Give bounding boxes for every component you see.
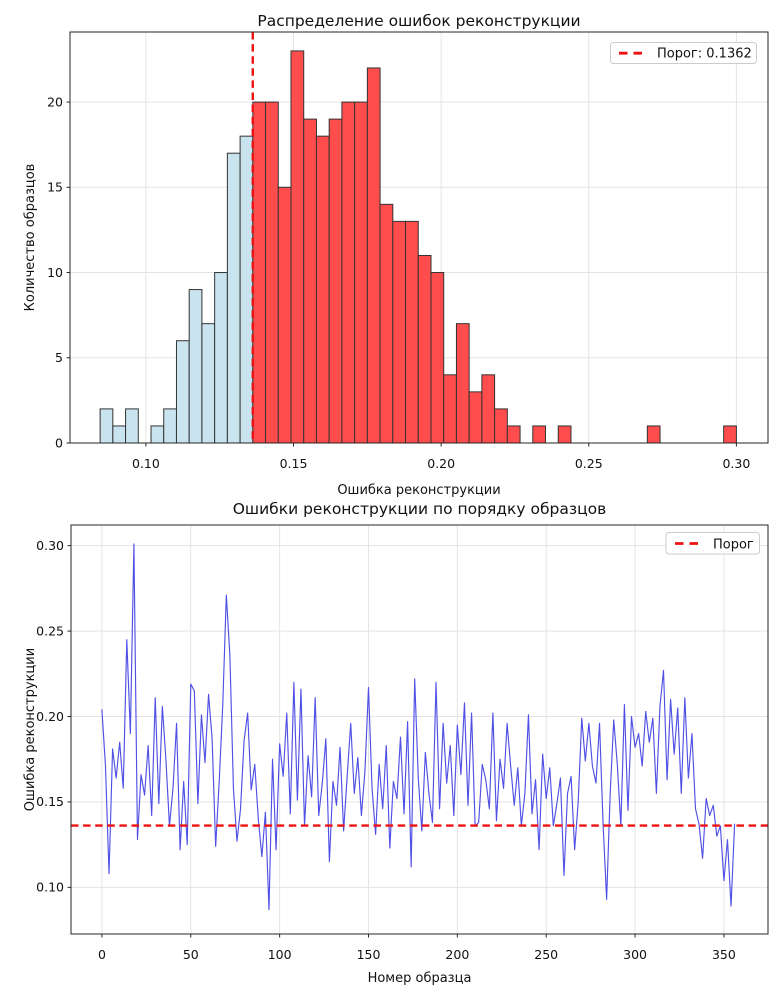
y-tick-label: 0.30 [36,537,64,553]
histogram-bar [380,204,393,443]
histogram-bar [189,290,202,443]
y-tick-label: 20 [47,94,63,110]
x-tick-label: 50 [182,947,199,962]
histogram-bar [304,119,317,443]
histogram-bar [724,426,737,443]
y-tick-label: 0.15 [36,794,64,810]
axes-spine [71,525,768,934]
reconstruction-error-line [102,544,735,910]
histogram-bar [444,375,457,443]
bottom-spine [71,525,768,934]
y-tick-label: 5 [55,350,63,366]
y-tick-label: 15 [47,179,63,195]
histogram-bar [431,273,444,443]
histogram-bar [100,409,113,443]
histogram-bar [495,409,508,443]
histogram-bar [647,426,660,443]
x-tick-label: 0.20 [427,456,456,471]
top-ylabel: Количество образцов [23,163,38,312]
x-tick-label: 200 [445,947,470,962]
top-chart-title: Распределение ошибок реконструкции [257,12,581,30]
histogram-bar [215,273,228,443]
histogram-bar [406,221,419,443]
histogram-bar [126,409,139,443]
histogram-bar [469,392,482,443]
error-line-chart [23,500,768,986]
bottom-ylabel: Ошибка реконструкции [23,647,38,812]
y-tick-label: 10 [47,264,63,280]
histogram-bar [253,102,266,443]
histogram-bar [393,221,406,443]
histogram-bar [266,102,279,443]
histogram-bar [533,426,546,443]
histogram-bar [456,324,469,443]
x-tick-label: 0.25 [574,456,603,471]
x-tick-label: 0.30 [722,456,751,471]
histogram-bar [367,68,380,443]
bottom-xlabel: Номер образца [367,971,472,986]
histogram-bar [418,255,431,443]
x-tick-label: 0.15 [279,456,308,471]
histogram-bar [329,119,342,443]
histogram-bar [291,51,304,443]
bottom-series [102,544,735,910]
histogram-bar [151,426,164,443]
histogram-bar [558,426,571,443]
top-xlabel: Ошибка реконструкции [337,483,501,498]
histogram-bar [240,136,253,443]
histogram-bar [482,375,495,443]
x-tick-label: 350 [711,947,736,962]
histogram-bar [164,409,177,443]
histogram-bar [113,426,126,443]
y-tick-label: 0.25 [36,623,64,639]
bottom-chart-title: Ошибки реконструкции по порядку образцов [232,500,607,518]
histogram-bar [355,102,368,443]
y-tick-label: 0.10 [36,879,64,895]
x-tick-label: 0.10 [131,456,160,471]
top-legend [611,43,757,64]
histogram-bar [316,136,329,443]
histogram-bar [278,187,291,443]
x-tick-label: 0 [97,947,106,962]
histogram-bar [227,153,240,443]
top-legend-label: Порог: 0.1362 [657,46,752,62]
bottom-grid [71,525,768,934]
y-tick-label: 0 [55,435,63,451]
histogram-bar [342,102,355,443]
bottom-legend [666,533,760,555]
bottom-legend-label: Порог [713,537,754,553]
histogram-bar [202,324,215,443]
y-tick-label: 0.20 [36,708,64,724]
histogram-bar [507,426,520,443]
histogram-chart [23,12,768,498]
x-tick-label: 300 [623,947,647,962]
x-tick-label: 100 [267,947,292,962]
x-tick-label: 250 [534,947,559,962]
histogram-bar [176,341,189,443]
x-tick-label: 150 [356,947,381,962]
top-bars [100,51,736,443]
